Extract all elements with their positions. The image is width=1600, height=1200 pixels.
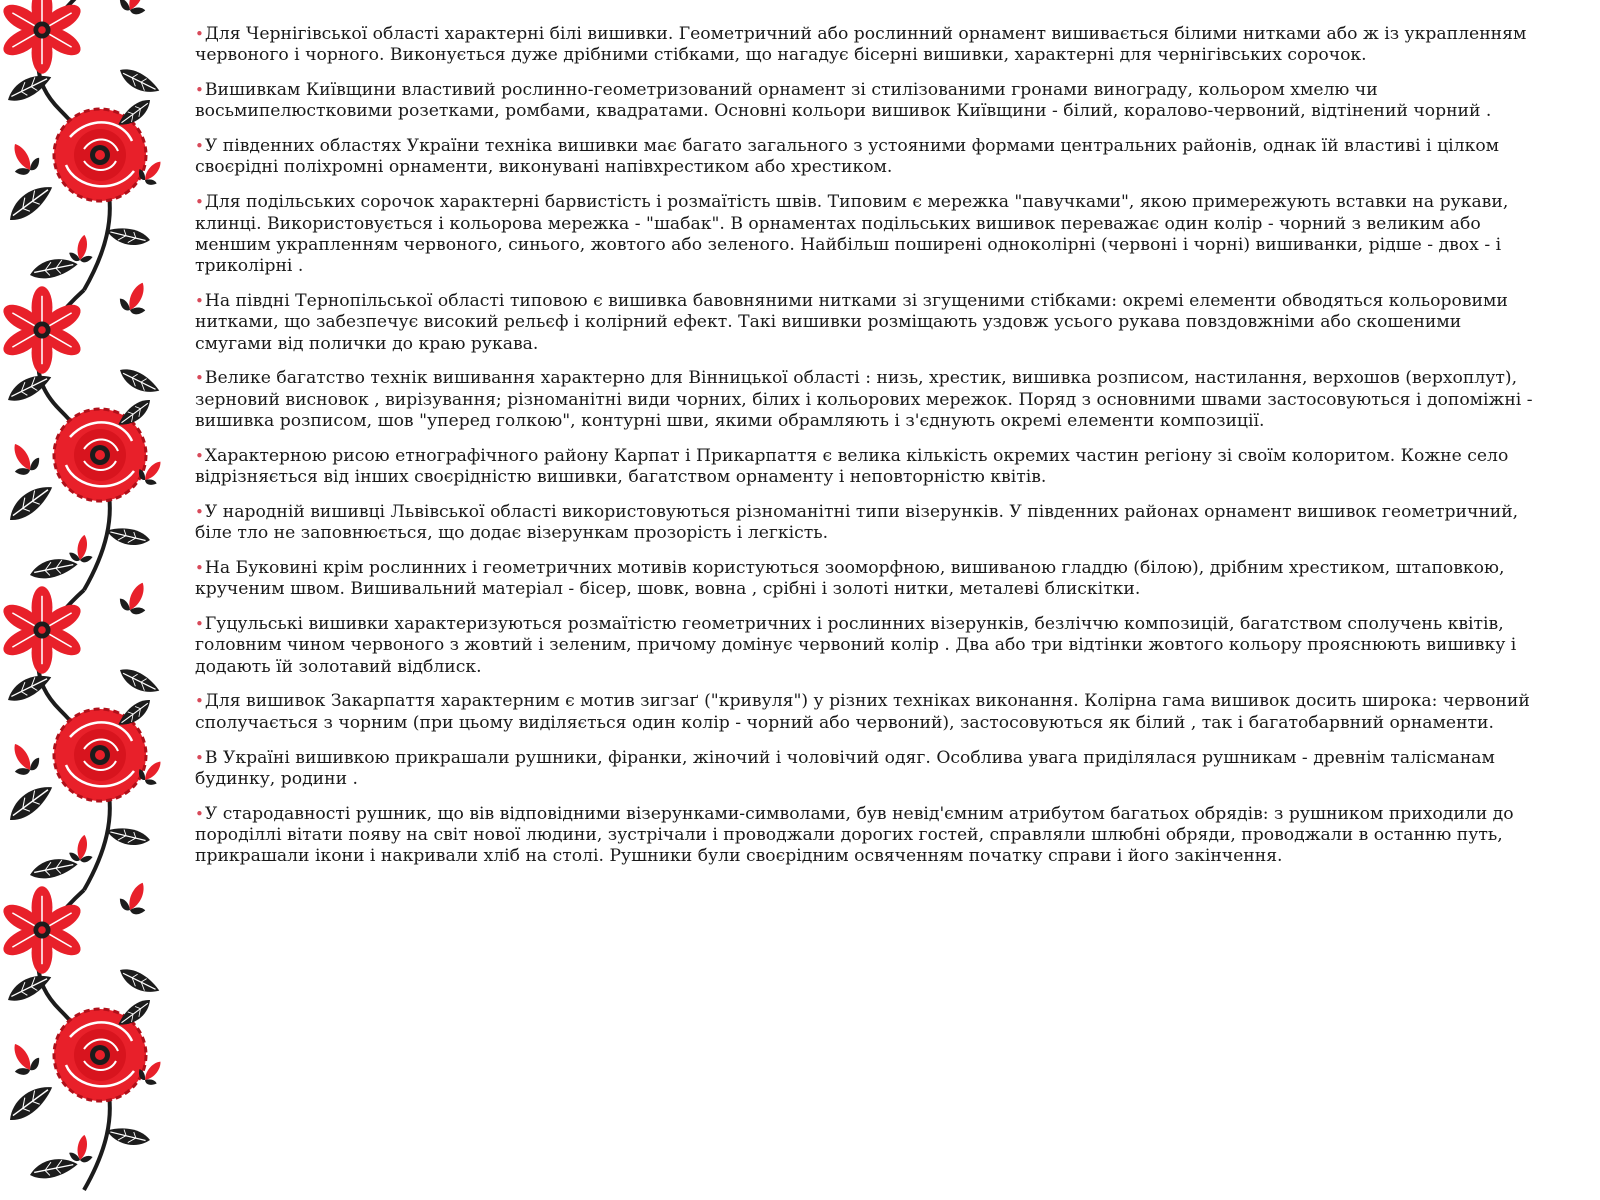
bullet-icon: • [195,446,204,465]
paragraph [195,558,1535,601]
paragraph [195,804,1535,868]
paragraph [195,80,1535,123]
paragraph [195,136,1535,179]
bullet-icon: • [195,291,204,310]
paragraph-text: У південних областях України техніка вишивки має багато загального з устояними формами центральних районів, однак їй властиві і цілком своєрідні поліхромні орнаменти, виконувані напівхрестиком або хрестиком. [195,136,1500,178]
paragraph-text: На півдні Тернопільської області типовою є вишивка бавовняними нитками зі згущеними стібками: окремі елементи обводяться кольоровими нитками, що забезпечує високий рельєф і колірний ефект. Такі вишивки розміщають уздовж усього рукава повздовжніми або скошеними смугами від полички до краю рукава. [195,290,1508,354]
text-content [195,24,1535,881]
bullet-icon: • [195,804,204,823]
paragraph-text: У народній вишивці Львівської області використовуються різноманітні типи візерунків. У південних районах орнамент вишивок геометричний, біле тло не заповнюється, що додає візерункам прозорість і легкість. [195,501,1519,544]
paragraph-text: Для подільських сорочок характерні барвистість і розмаїтість швів. Типовим є мережка "павучками", якою примережують вставки на рукави, клинці. Використовується і кольорова мережка - "шабак". В орнаментах подільських вишивок переважає один колір - чорний з великим або меншим укрaпленням червоного, синього, жовтого або зеленого. Найбільш поширені одноколірні (червоні і чорні) вишиванки, рідше - двох - і триколірні . [195,192,1509,277]
paragraph-text: У стародавності рушник, що вів відповідними візерунками-символами, був невід'ємним атрибутом багатьох обрядів: з рушником приходили до породіллі вітати появу на світ нової людини, зустрічали і проводжали дорогих гостей, справляли шлюбні обряди, проводжали в останню путь, прикрашали ікони і накривали хліб на столі. Рушники були своєрідним освяченням початку справи і його закінчення. [195,803,1514,867]
paragraph [195,691,1535,734]
paragraph [195,368,1535,432]
bullet-icon: • [195,748,204,767]
bullet-icon: • [195,502,204,521]
paragraph [195,502,1535,545]
paragraph [195,291,1535,355]
paragraph [195,24,1535,67]
paragraph [195,446,1535,489]
bullet-icon: • [195,369,204,388]
bullet-icon: • [195,615,204,634]
paragraph-text: Для Чернігівської області характерні білі вишивки. Геометричний або рослинний орнамент вишивається білими нитками або ж із укрaпленням червоного і чорного. Виконується дуже дрібними стібками, що нагадує бісерні вишивки, характерні для чернігівських сорочок. [195,24,1527,66]
paragraph-text: Вишивкам Київщини властивий рослинно-геометризований орнамент зі стилізованими гронами винограду, кольором хмелю чи восьмипелюстковими розетками, ромбами, квадратами. Основні кольори вишивок Київщини - білий, коралово-червоний, відтінений чорний . [195,80,1492,122]
bullet-icon: • [195,137,204,156]
embroidery-ornament-border [0,0,168,1200]
bullet-icon: • [195,558,204,577]
paragraph [195,614,1535,678]
paragraph-text: Велике багатство технік вишивання характерно для Вінницької області : низь, хрестик, вишивка розписом, настилання, верхошов (верхоплут), зерновий висновок , вирізування; різноманітні види чорних, білих і кольорових мережок. Поряд з основними швами застосовуються і допоміжні - вишивка розписом, шов "уперед голкою", контурні шви, якими обрамляють і з'єднують окремі елементи композиції. [195,368,1533,431]
paragraph [195,192,1535,277]
bullet-icon: • [195,692,204,711]
bullet-icon: • [195,25,204,43]
paragraph [195,748,1535,791]
bullet-icon: • [195,193,204,212]
paragraph-text: Характерною рисою етнографічного району Карпат і Прикарпаття є велика кількість окремих частин регіону зі своїм колоритом. Кожне село відрізняється від інших своєрідністю вишивки, багатством орнаменту і неповторністю квітів. [195,445,1509,488]
paragraph-text: В Україні вишивкою прикрашали рушники, фіранки, жіночий і чоловічий одяг. Особлива увага приділялася рушникам - древнім талісманам будинку, родини . [195,747,1495,789]
embroidery-ornament-icon [0,0,168,1200]
paragraph-text: Гуцульські вишивки характеризуються розмаїтістю геометричних і рослинних візерунків, безліччю композицій, багатством сполучень квітів, головним чином червоного з жовтий і зеленим, причому домінує червоний колір . Два або три відтінки жовтого кольору прояснюють вишивку і додають їй золотавий відблиск. [195,614,1517,677]
paragraph-text: На Буковині крім рослинних і геометричних мотивів користуються зооморфною, вишиваною гладдю (білою), дрібним хрестиком, штаповкою, крученим швом. Вишивальний матеріал - бісер, шовк, вовна , срібні і золоті нитки, металеві блискітки. [195,557,1505,600]
paragraph-text: Для вишивок Закарпаття характерним є мотив зигзаґ ("кривуля") у різних техніках виконання. Колірна гама вишивок досить широка: червоний сполучається з чорним (при цьому виділяється один колір - чорний або червоний), застосовуються як білий , так і багатобарвний орнаменти. [195,691,1530,733]
bullet-icon: • [195,81,204,100]
